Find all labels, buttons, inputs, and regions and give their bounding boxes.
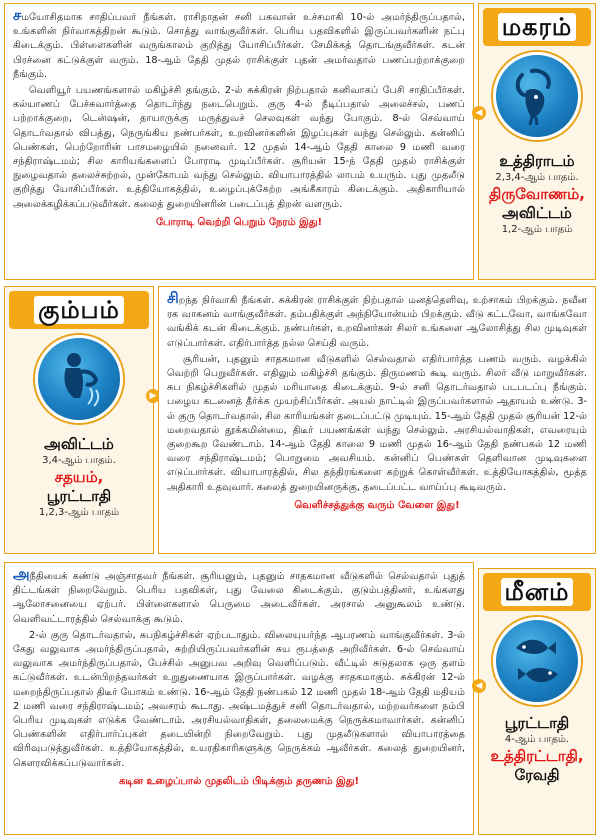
star-list (5, 435, 153, 520)
star-padam: 3,4-ஆம் பாதம். (42, 455, 116, 466)
star-name: பூரட்டாதி (504, 714, 570, 732)
star-name: பூரட்டாதி (46, 487, 112, 505)
aquarius-water-bearer-icon (35, 335, 123, 423)
prediction-text (158, 286, 596, 554)
rasi-section-kumbam (0, 282, 600, 556)
tagline: கடின உழைப்பால் முதலிடம் பிடிக்கும் தருணம் இது! (118, 775, 360, 787)
arrow-left-icon: ◀ (472, 106, 486, 120)
sign-title: கும்பம் (9, 291, 149, 329)
capricorn-goat-icon (493, 52, 581, 140)
arrow-left-icon: ◀ (472, 679, 486, 693)
tagline: போராடி வெற்றி பெறும் நேரம் இது! (155, 216, 323, 228)
star-name: திருவோணம், (489, 185, 585, 203)
drop-cap: ச (13, 6, 22, 24)
sign-card (475, 568, 596, 835)
drop-cap: சி (167, 289, 179, 307)
prediction-text (4, 3, 474, 280)
star-name: ரேவதி (514, 766, 560, 784)
paragraph: வெளியூர் பயணங்களால் மகிழ்ச்சி தங்கும். 2-ல் சுக்கிரன் நிற்பதால் கனிவாகப் பேசி சாதிப்பீர்கள். கல்யாணப் பேச்சுவார்த்தை தொடர்ந்து நடைபெறும். குரு 4-ல் நீடிப்பதால் அலைச்சல், பணப் பற்றாக்குறை, டென்ஷன், தாயாருக்கு மருத்துவச் செலவுகள் வந்து போகும். 8-ல் செவ்வாய் தொடர்வதால் விபத்து, நெருங்கிய நண்பர்கள், உறவினர்களின் இழப்புகள் வந்து செல்லும். கன்னிப் பெண்கள், பெற்றோரின் பாசமழையில் நனைவர். 12 முதல் 14-ஆம் தேதி காலை 9 மணி வரை சந்திராஷ்டமம்; சில காரியங்களைப் போராடி முடிப்பீர்கள். சூரியன் 15-ந் தேதி முதல் ராசிக்குள் நுழைவதால் தலைச்சுற்றல், முன்கோபம் வந்து செல்லும். வியாபாரத்தில் லாபம் உயரும். புது முதலீடு குறித்து யோசிப்பீர்கள். உத்தியோகத்தில், உழைப்புக்கேற்ற அங்கீகாரம் கிடைக்கும். அதிகாரியால் அலைக்கழிக்கப்படுவீர்கள். கலைத் துறையினரின் படைப்புத் திறன் வளரும். (13, 85, 465, 210)
sign-card (4, 286, 157, 554)
paragraph: நீதியைக் கண்டு அஞ்சாதவர் நீங்கள். சூரியனும், புதனும் சாதகமான வீடுகளில் செல்வதால் புதுத் திட்டங்கள் நிறைவேறும். பெரிய பதவிகள், புது வேலை கிடைக்கும். குடும்பத்தினர், உங்களது ஆலோசனையை ஏற்பர். பிள்ளைகளால் பெருமை அடைவீர்கள். அரசால் அனுகூலம் உண்டு. வெளிவட்டாரத்தில் செல்வாக்கு கூடும். (13, 571, 465, 625)
tagline: வெளிச்சத்துக்கு வரும் வேளை இது! (294, 499, 460, 511)
star-padam: 2,3,4-ஆம் பாதம். (495, 172, 579, 183)
paragraph: சூரியன், புதனும் சாதகமான வீடுகளில் செல்வதால் எதிர்பார்த்த பணம் வரும். வழக்கில் வெற்றி பெறுவீர்கள். எதிலும் மகிழ்ச்சி தங்கும். திருமணம் கூடி வரும். சிலர் வீடு மாறுவீர்கள். சுப நிகழ்ச்சிகளில் முதல் மரியாதை கிடைக்கும். 9-ல் சனி தொடர்வதால் படபடப்பு நீங்கும். பழைய கடனைத் தீர்க்க முயற்சிப்பீர்கள். அயல் நாட்டில் இருப்பவர்களால் ஆதாயம் உண்டு. 3-ல் குரு தொடர்வதால், சில காரியங்கள் தடைப்பட்டு முடியும். 15-ஆம் தேதி முதல் சூரியன் 12-ல் மறைவதால் தூக்கமின்மை, திடீர் பயணங்கள் வந்து செல்லும். அரசியல்வாதிகள், எவரையும் குறைகூற வேண்டாம். 14-ஆம் தேதி காலை 9 மணி முதல் 16-ஆம் தேதி நண்பகல் 12 மணி வரை சந்திராஷ்டமம்; பொறுமை அவசியம். கன்னிப் பெண்கள் தெளிவான முடிவுகளை எடுப்பார்கள். வியாபாரத்தில், சில தந்திரங்களை கற்றுக் கொள்வீர்கள். உத்தியோகத்தில், மூத்த அதிகாரி உதவுவார். கலைத் துறையினருக்கு, தடைப்பட்ட வாய்ப்பு கூடிவரும். (167, 353, 588, 493)
star-name: சதயம், (54, 468, 104, 486)
star-name: அவிட்டம் (502, 204, 572, 222)
star-padam: 1,2-ஆம் பாதம் (501, 224, 573, 235)
pisces-fish-icon (493, 617, 581, 705)
arrow-right-icon: ▶ (146, 389, 160, 403)
star-name: அவிட்டம் (44, 435, 114, 453)
drop-cap: அ (13, 565, 30, 583)
paragraph: மயோசிதமாக சாதிப்பவர் நீங்கள். ராசிநாதன் சனி பகவான் உச்சமாகி 10-ல் அமர்ந்திருப்பதால், உங்களின் நிர்வாகத்திறன் கூடும். சொத்து வாங்குவீர்கள். பெரிய பதவிகளில் இருப்பவர்களின் நட்பு கிடைக்கும். பிள்ளைகளின் வருங்காலம் குறித்து யோசிப்பீர்கள். சேமிக்கத் தொடங்குவீர்கள். கடன் பிரச்னை கட்டுக்குள் வரும். 18-ஆம் தேதி முதல் ராசிக்குள் புதன் அமர்வதால் பணப்பற்றாக்குறை நீங்கும். (13, 12, 465, 80)
star-list (479, 714, 595, 785)
star-name: உத்திரட்டாதி, (490, 747, 584, 765)
star-name: உத்திராடம் (499, 152, 575, 170)
sign-title: மீனம் (483, 573, 591, 611)
paragraph: 2-ல் குரு தொடர்வதால், சுபநிகழ்ச்சிகள் ஏற்படாதும். விலையுயர்ந்த ஆபரணம் வாங்குவீர்கள். 3-ல் கேது வலுவாக அமர்ந்திருப்பதால், சுற்றியிருப்பவர்களின் சுய ரூபத்தை அறிவீர்கள். 6-ல் செவ்வாய் வலுவாக அமர்ந்திருப்பதால், பேச்சில் அனுபவ அறிவு வெளிப்படும். வீட்டில் சுடுதலாக ஒரு தளம் கட்டுவீர்கள். உடன்பிறந்தவர்கள் உறுதுணையாக இருப்பார்கள். வழக்கு சாதகமாகும். சுக்கிரன் 12-ல் மறைந்திருப்பதால் திடீர் யோகம் உண்டு. 16-ஆம் தேதி நண்பகல் 12 மணி முதல் 18-ஆம் தேதி மதியம் 2 மணி வரை சந்திராஷ்டமம்; அவசரம் கூடாது. அஷ்டமத்துச் சனி தொடர்வதால், மற்றவர்களை நம்பி பெரிய முடிவுகள் எடுக்க வேண்டாம். அரசியல்வாதிகள், தலைமைக்கு நெருக்கமாவார்கள். கன்னிப் பெண்களின் எதிர்பார்ப்புகள் தடையின்றி நிறைவேறும். புது முதலீடுகளால் வியாபாரத்தை விரிவுபடுத்துவீர்கள். உத்தியோகத்தில், உயரதிகாரிகளுக்கு நெருக்கம் ஆவீர்கள். கலைத் துறையினர், கௌரவிக்கப்படுவார்கள். (13, 629, 465, 769)
sign-card (475, 3, 596, 280)
paragraph: றந்த நிர்வாகி நீங்கள். சுக்கிரன் ராசிக்குள் நிற்பதால் மனத்தெளிவு, உற்சாகம் பிறக்கும். நவீன ரக வாகனம் வாங்குவீர்கள். தம்பதிக்குள் அந்நியோன்யம் பிறக்கும். வீடு கட்டவோ, வாங்கவோ வங்கிக் கடன் கிடைக்கும். நண்பர்கள், உறவினர்கள் சிலர் உங்களை ஆலோசித்து சில முடிவுகள் எடுப்பார்கள். எதிர்பார்த்த நல்ல செய்தி வரும். (167, 295, 587, 349)
star-padam: 1,2,3-ஆம் பாதம் (38, 507, 120, 518)
rasi-section-makaram (0, 0, 600, 282)
sign-title: மகரம் (483, 8, 591, 46)
prediction-text (4, 562, 474, 835)
rasi-section-meenam (0, 556, 600, 837)
star-padam: 4-ஆம் பாதம். (504, 734, 570, 745)
star-list (479, 152, 595, 237)
